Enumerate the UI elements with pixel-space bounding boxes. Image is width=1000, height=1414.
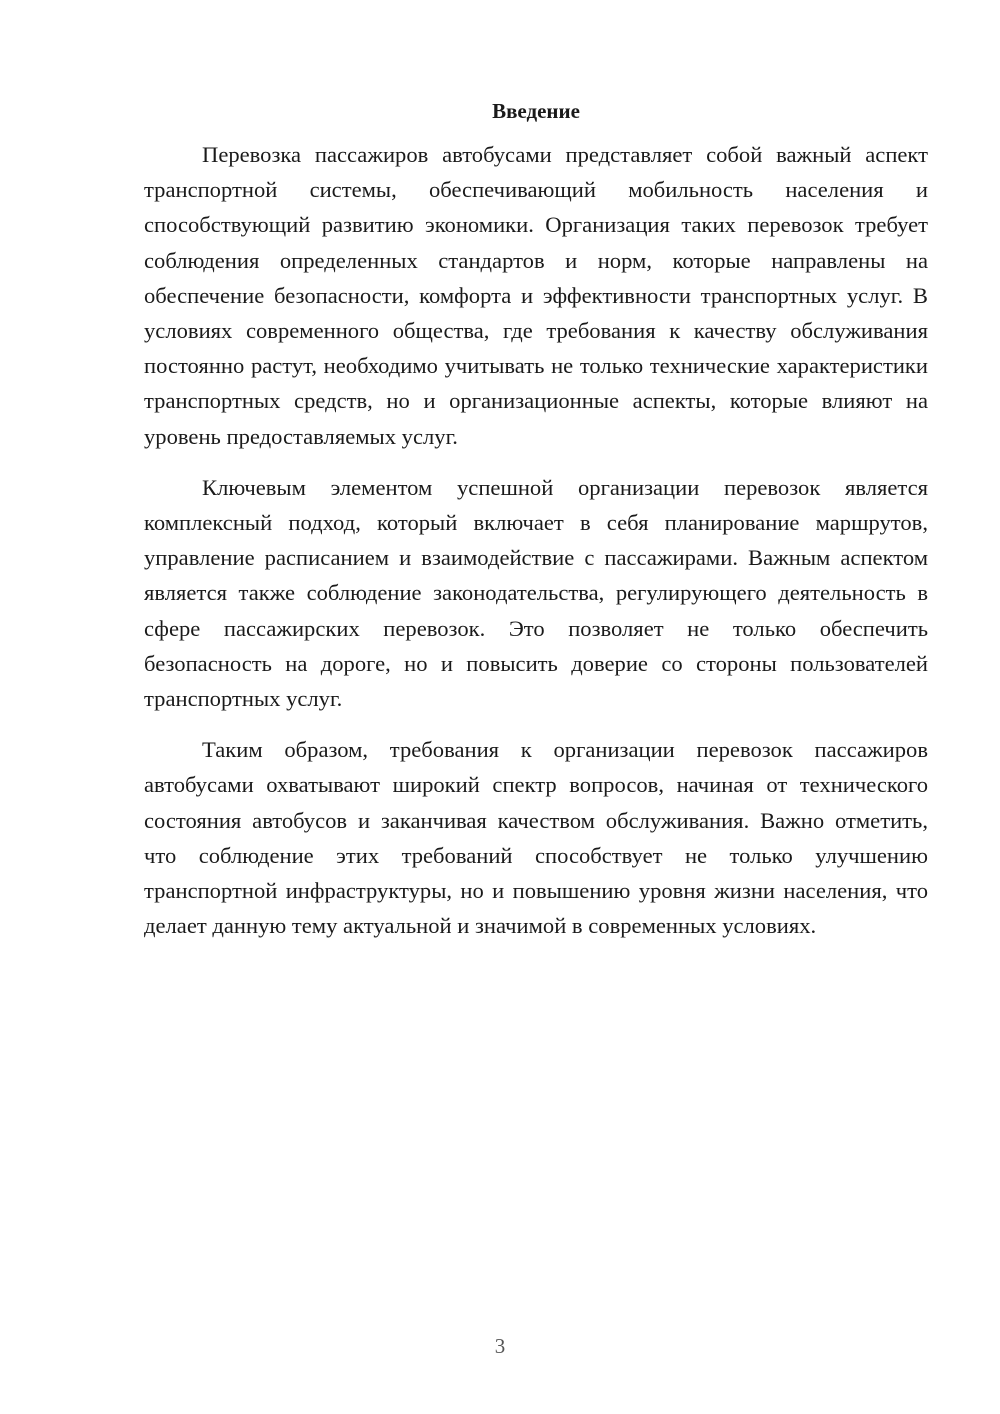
section-title: Введение (492, 99, 580, 123)
paragraph-3: Таким образом, требования к организации перевозок пассажиров автобусами охватывают широкий спектр вопросов, начиная от технического состояния автобусов и заканчивая качеством обслуживания. Важно отметить, что соблюдение этих требований способствует не только улучшению транспортной инфраструктуры, но и повышению уровня жизни населения, что делает данную тему актуальной и значимой в современных условиях. (144, 737, 928, 939)
paragraph-1: Перевозка пассажиров автобусами представляет собой важный аспект транспортной системы, обеспечивающий мобильность населения и способствующий развитию экономики. Организация таких перевозок требует соблюдения определенных стандартов и норм, которые направлены на обеспечение безопасности, комфорта и эффективности транспортных услуг. В условиях современного общества, где требования к качеству обслуживания постоянно растут, необходимо учитывать не только технические характеристики транспортных средств, но и организационные аспекты, которые влияют на уровень предоставляемых услуг. (144, 142, 928, 449)
paragraph-2: Ключевым элементом успешной организации перевозок является комплексный подход, который включает в себя планирование маршрутов, управление расписанием и взаимодействие с пассажирами. Важным аспектом является также соблюдение законодательства, регулирующего деятельность в сфере пассажирских перевозок. Это позволяет не только обеспечить безопасность на дороге, но и повысить доверие со стороны пользователей транспортных услуг. (144, 474, 928, 712)
page-content (144, 96, 928, 959)
page-number: 3 (494, 1334, 506, 1358)
